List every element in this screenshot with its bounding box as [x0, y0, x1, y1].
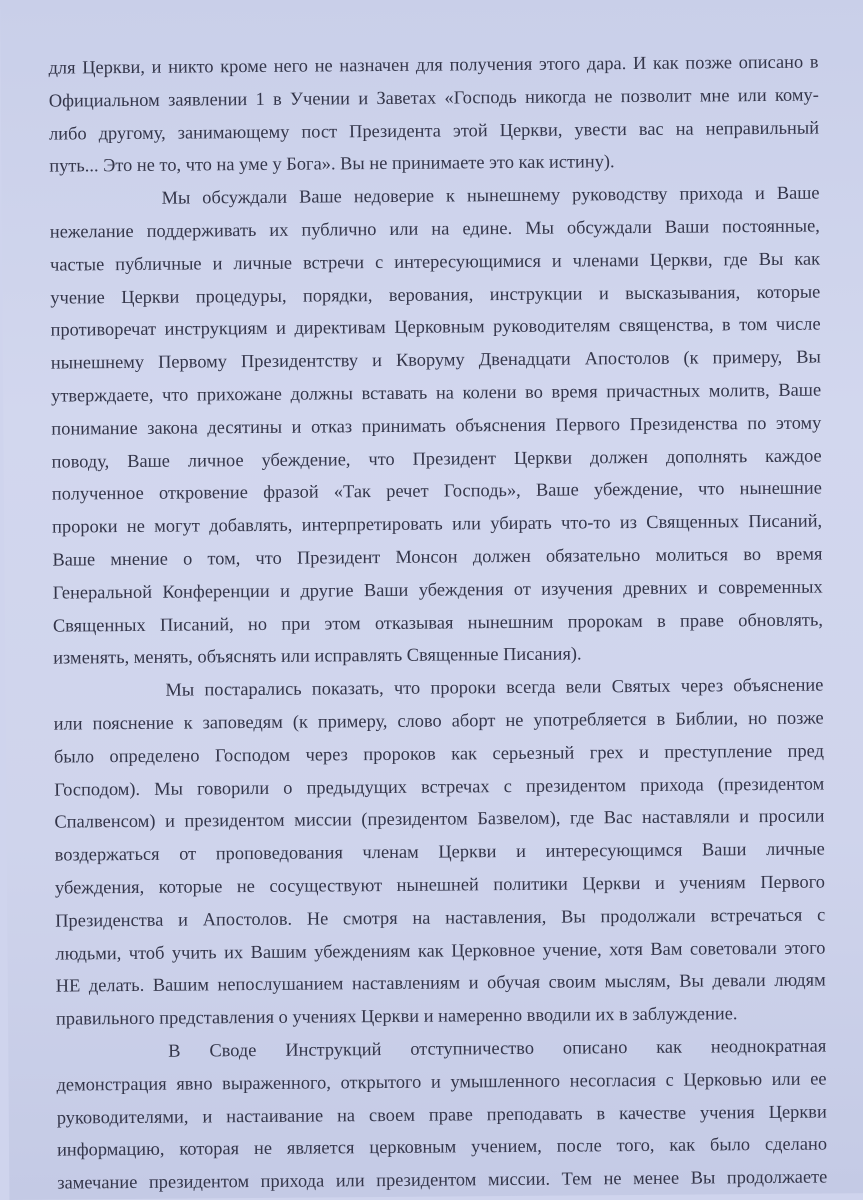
text-line: понимание закона десятины и отказ принимать объяснения Первого Президенства по этому: [51, 412, 822, 439]
text-line: для Церкви, и никто кроме него не назначен для получения этого дара. И как позже описано в: [48, 51, 819, 78]
paragraph-4: [56, 1029, 827, 1199]
text-line: замечание президентом прихода или президентом миссии. Тем не менее Вы продолжаете: [57, 1166, 828, 1193]
text-line: либо другому, занимающему пост Президента этой Церкви, увести вас на неправильный: [48, 117, 820, 144]
text-line: учение Церкви процедуры, порядки, верования, инструкции и высказывания, которые: [50, 281, 821, 308]
text-line: Господом). Мы говорили о предыдущих встречах с президентом прихода (президентом: [54, 773, 825, 800]
text-line: демонстрация явно выраженного, открытого и умышленного несогласия с Церковью или ее: [56, 1068, 827, 1095]
text-line: пророки не могут добавлять, интерпретировать или убирать что-то из Священных Писаний,: [52, 510, 823, 537]
text-line: Священных Писаний, но при этом отказывая нынешним пророкам в праве обновлять,: [52, 609, 823, 636]
paragraph-1: [48, 46, 819, 183]
text-line: Мы обсуждали Ваше недоверие к нынешнему руководству прихода и Ваше: [161, 182, 820, 208]
text-line: изменять, менять, объяснять или исправлять Священные Писания).: [53, 643, 582, 668]
text-line: или пояснение к заповедям (к примеру, слово аборт не употребляется в Библии, но позже: [53, 707, 824, 734]
text-line: людьми, чтоб учить их Вашим убеждениям как Церковное учение, хотя Вам советовали этого: [55, 937, 826, 964]
text-line: убеждения, которые не сосуществуют нынешней политики Церкви и учениям Первого: [54, 871, 826, 898]
text-line: воздержаться от проповедования членам Церкви и интересующимся Ваши личные: [54, 838, 825, 865]
text-line: нежелание поддерживать их публично или на едине. Мы обсуждали Ваши постоянные,: [49, 215, 820, 242]
document-body: [48, 46, 827, 1200]
text-line: противоречат инструкциям и директивам Церковным руководителям священства, в том числе: [50, 313, 821, 340]
text-line: правильного представления о учениях Церкви и намеренно вводили их в заблуждение.: [55, 1003, 738, 1029]
paragraph-3: [53, 669, 826, 1036]
text-line: Президенства и Апостолов. Не смотря на наставления, Вы продолжали встречаться с: [55, 904, 826, 931]
text-line: полученное откровение фразой «Так речет Господь», Ваше убеждение, что нынешние: [51, 477, 822, 504]
text-line: путь... Это не то, что на уме у Бога». Вы не принимаете это как истину).: [49, 151, 615, 177]
text-line: НЕ делать. Вашим непослушанием наставлениям и обучая своим мыслям, Вы девали людям: [55, 969, 826, 996]
text-line: поводу, Ваше личное убеждение, что Президент Церкви должен дополнять каждое: [51, 445, 822, 472]
text-line: руководителями, и настаивание на своем праве преподавать в качестве учения Церкви: [56, 1101, 827, 1128]
text-line: утверждаете, что прихожане должны вставать на колени во время причастных молитв, Ваше: [51, 379, 822, 406]
text-line: В Своде Инструкций отступничество описано как неоднократная: [168, 1035, 827, 1061]
text-line: Ваше мнение о том, что Президент Монсон должен обязательно молиться во время: [52, 543, 823, 570]
text-line: нынешнему Первому Президентству и Кворуму Двенадцати Апостолов (к примеру, Вы: [50, 346, 821, 373]
text-line: Генеральной Конференции и другие Ваши убеждения от изучения древних и современных: [52, 576, 823, 603]
text-line: частые публичные и личные встречи с интересующимися и членами Церкви, где Вы как: [49, 248, 821, 275]
paragraph-2: [49, 177, 823, 675]
text-line: было определено Господом через пророков как серьезный грех и преступление пред: [53, 740, 824, 767]
text-line: информацию, которая не является церковным учением, после того, как было сделано: [56, 1133, 828, 1160]
text-line: Спалвенсом) и президентом миссии (президентом Базвелом), где Вас наставляли и просили: [54, 805, 825, 832]
text-line: Официальном заявлении 1 в Учении и Заветах «Господь никогда не позволит мне или кому-: [48, 84, 819, 111]
text-line: Мы постарались показать, что пророки всегда вели Святых через объяснение: [165, 674, 824, 700]
